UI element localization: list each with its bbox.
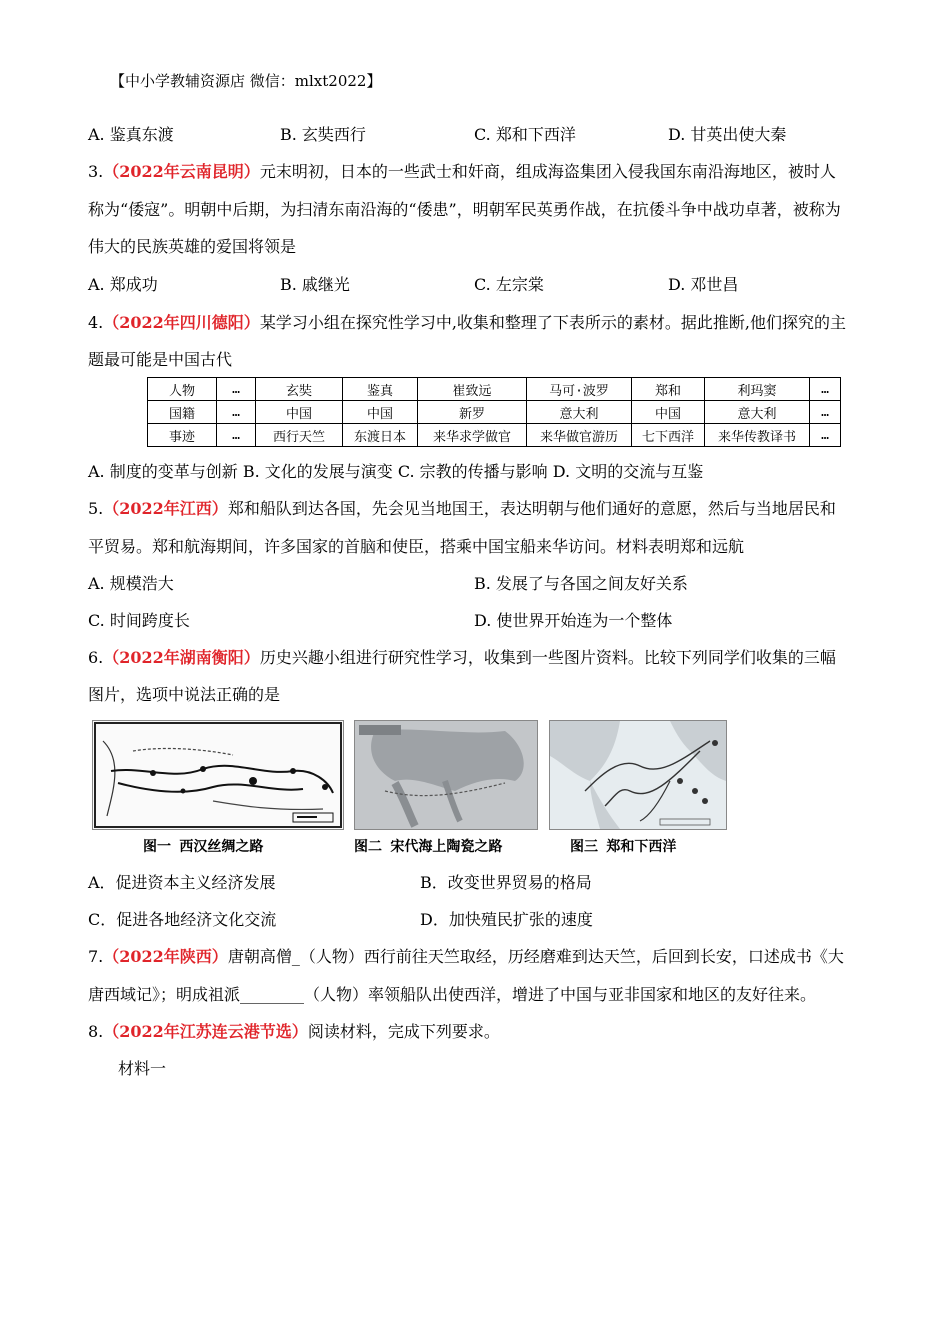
table-row bbox=[148, 378, 841, 401]
figure-zheng-he-voyages-map bbox=[549, 720, 727, 830]
q2-option-d: D. 甘英出使大秦 bbox=[668, 125, 787, 144]
q6-line-1 bbox=[88, 645, 836, 668]
q3-line-2: 称为“倭寇”。明朝中后期，为扫清东南沿海的“倭患”，明朝军民英勇作战，在抗倭斗争中战功卓著，被称为 bbox=[88, 200, 841, 219]
table-cell: 事迹 bbox=[148, 424, 217, 447]
table-cell: 中国 bbox=[343, 401, 418, 424]
q3-option-c: C. 左宗棠 bbox=[474, 275, 544, 294]
q4-table bbox=[147, 377, 841, 447]
table-cell: 中国 bbox=[256, 401, 343, 424]
table-cell: … bbox=[217, 424, 256, 447]
table-cell: 新罗 bbox=[418, 401, 527, 424]
q6-option-b: B．改变世界贸易的格局 bbox=[420, 873, 592, 892]
q5-option-d: D. 使世界开始连为一个整体 bbox=[474, 611, 673, 630]
q3-source: （2022年云南昆明） bbox=[103, 162, 260, 181]
table-cell: 来华做官游历 bbox=[527, 424, 632, 447]
q8-number: 8. bbox=[88, 1022, 104, 1041]
q6-line-2: 图片，选项中说法正确的是 bbox=[88, 685, 281, 704]
maritime-route-map-image bbox=[355, 721, 537, 829]
q5-option-c: C. 时间跨度长 bbox=[88, 611, 190, 630]
q3-line-1 bbox=[88, 159, 836, 182]
q2-option-a: A. 鉴真东渡 bbox=[88, 125, 174, 144]
q6-option-a: A．促进资本主义经济发展 bbox=[88, 873, 276, 892]
zheng-he-map-image bbox=[550, 721, 726, 829]
q3-number: 3. bbox=[88, 162, 104, 181]
q7-text-1: 唐朝高僧_（人物）西行前往天竺取经，历经磨难到达天竺，后回到长安，口述成书《大 bbox=[227, 947, 844, 966]
q4-text-1: 某学习小组在探究性学习中,收集和整理了下表所示的素材。据此推断,他们探究的主 bbox=[259, 313, 846, 332]
q6-option-c: C．促进各地经济文化交流 bbox=[88, 910, 277, 929]
table-cell: 七下西洋 bbox=[632, 424, 705, 447]
figure-3-caption: 图三 郑和下西洋 bbox=[570, 839, 677, 855]
q6-text-1: 历史兴趣小组进行研究性学习，收集到一些图片资料。比较下列同学们收集的三幅 bbox=[259, 648, 836, 667]
table-cell: 西行天竺 bbox=[256, 424, 343, 447]
q2-option-b: B. 玄奘西行 bbox=[280, 125, 366, 144]
q4-options: A. 制度的变革与创新 B. 文化的发展与演变 C. 宗教的传播与影响 D. 文明的交流与互鉴 bbox=[88, 462, 704, 481]
q5-line-1 bbox=[88, 496, 836, 519]
q5-line-2: 平贸易。郑和航海期间，许多国家的首脑和使臣，搭乘中国宝船来华访问。材料表明郑和远航 bbox=[88, 537, 745, 556]
q5-option-b: B. 发展了与各国之间友好关系 bbox=[474, 574, 688, 593]
q7-line-2: 唐西域记》；明成祖派________（人物）率领船队出使西洋，增进了中国与亚非国家和地区的友好往来。 bbox=[88, 985, 817, 1004]
q5-option-a: A. 规模浩大 bbox=[88, 574, 174, 593]
q6-option-d: D．加快殖民扩张的速度 bbox=[420, 910, 593, 929]
table-row bbox=[148, 401, 841, 424]
table-cell: 中国 bbox=[632, 401, 705, 424]
q5-source: （2022年江西） bbox=[103, 499, 228, 518]
q5-number: 5. bbox=[88, 499, 104, 518]
q4-line-2: 题最可能是中国古代 bbox=[88, 350, 233, 369]
table-row bbox=[148, 424, 841, 447]
figure-silk-road-map bbox=[92, 720, 344, 830]
q6-number: 6. bbox=[88, 648, 104, 667]
table-cell: 郑和 bbox=[632, 378, 705, 401]
table-cell: 崔致远 bbox=[418, 378, 527, 401]
table-cell: … bbox=[810, 378, 841, 401]
q2-option-c: C. 郑和下西洋 bbox=[474, 125, 576, 144]
table-cell: 人物 bbox=[148, 378, 217, 401]
q8-text: 阅读材料，完成下列要求。 bbox=[307, 1022, 500, 1041]
table-cell: 马可·波罗 bbox=[527, 378, 632, 401]
figure-1-caption: 图一 西汉丝绸之路 bbox=[143, 839, 264, 855]
table-cell: … bbox=[217, 378, 256, 401]
q7-source: （2022年陕西） bbox=[103, 947, 228, 966]
table-cell: 来华传教译书 bbox=[705, 424, 810, 447]
q4-source: （2022年四川德阳） bbox=[103, 313, 260, 332]
table-cell: … bbox=[810, 424, 841, 447]
q3-line-3: 伟大的民族英雄的爱国将领是 bbox=[88, 237, 297, 256]
q7-line-1 bbox=[88, 944, 844, 967]
q3-option-a: A. 郑成功 bbox=[88, 275, 158, 294]
table-cell: 来华求学做官 bbox=[418, 424, 527, 447]
q5-text-1: 郑和船队到达各国，先会见当地国王，表达明朝与他们通好的意愿，然后与当地居民和 bbox=[227, 499, 836, 518]
q6-source: （2022年湖南衡阳） bbox=[103, 648, 260, 667]
table-cell: 意大利 bbox=[705, 401, 810, 424]
table-cell: … bbox=[217, 401, 256, 424]
q8-line-1 bbox=[88, 1019, 500, 1042]
table-cell: 鉴真 bbox=[343, 378, 418, 401]
q3-option-d: D. 邓世昌 bbox=[668, 275, 739, 294]
q4-line-1 bbox=[88, 310, 846, 333]
table-cell: 玄奘 bbox=[256, 378, 343, 401]
table-cell: 国籍 bbox=[148, 401, 217, 424]
header-note: 【中小学教辅资源店 微信：mlxt2022】 bbox=[110, 72, 382, 90]
figure-maritime-route-map bbox=[354, 720, 538, 830]
table-cell: 意大利 bbox=[527, 401, 632, 424]
q8-source: （2022年江苏连云港节选） bbox=[103, 1022, 308, 1041]
q3-text-1: 元末明初，日本的一些武士和奸商，组成海盗集团入侵我国东南沿海地区，被时人 bbox=[259, 162, 836, 181]
q3-option-b: B. 戚继光 bbox=[280, 275, 350, 294]
q7-number: 7. bbox=[88, 947, 104, 966]
figure-2-caption: 图二 宋代海上陶瓷之路 bbox=[354, 839, 503, 855]
q4-number: 4. bbox=[88, 313, 104, 332]
table-cell: 东渡日本 bbox=[343, 424, 418, 447]
table-cell: … bbox=[810, 401, 841, 424]
q8-material-label: 材料一 bbox=[118, 1059, 167, 1078]
silk-road-map-image bbox=[93, 721, 343, 829]
table-cell: 利玛窦 bbox=[705, 378, 810, 401]
